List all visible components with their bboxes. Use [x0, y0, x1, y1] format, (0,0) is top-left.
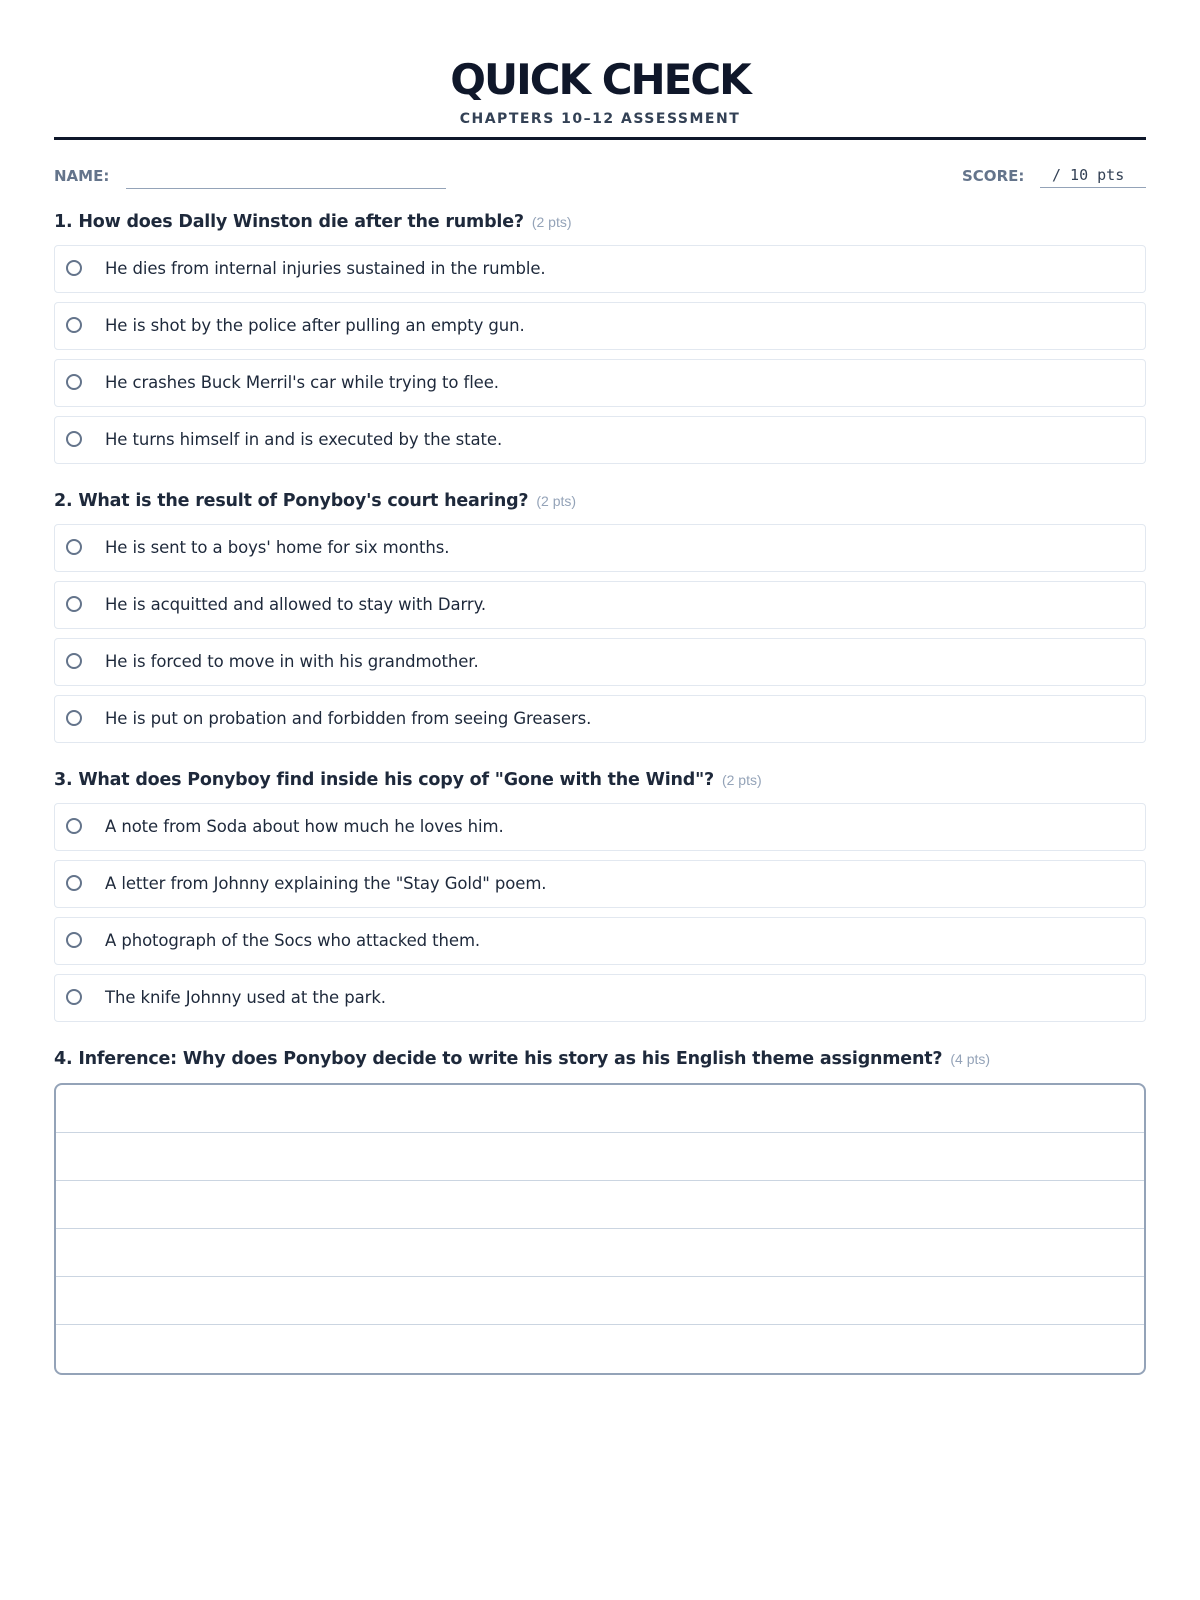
option-text: He dies from internal injuries sustained in the rumble. [105, 259, 546, 278]
option-text: He turns himself in and is executed by the state. [105, 430, 503, 449]
radio-button[interactable] [66, 653, 82, 669]
answer-option[interactable] [54, 974, 1146, 1022]
option-text: A note from Soda about how much he loves him. [105, 817, 504, 836]
question-prompt: 2. What is the result of Ponyboy's court hearing? [54, 491, 529, 511]
question-heading [54, 490, 1146, 512]
question-points: (2 pts) [721, 772, 762, 788]
option-text: The knife Johnny used at the park. [105, 988, 386, 1007]
quiz-page [54, 0, 1146, 1375]
question-heading [54, 211, 1146, 233]
option-text: He is put on probation and forbidden from seeing Greasers. [105, 709, 592, 728]
question-4 [54, 1048, 1146, 1375]
option-text: He is forced to move in with his grandmother. [105, 652, 479, 671]
question-prompt: 3. What does Ponyboy find inside his copy of "Gone with the Wind"? [54, 770, 714, 790]
question-prompt: 1. How does Dally Winston die after the rumble? [54, 212, 524, 232]
answer-line [56, 1276, 1144, 1277]
answer-option[interactable] [54, 245, 1146, 293]
score-field[interactable]: / 10 pts [1040, 162, 1146, 188]
radio-button[interactable] [66, 710, 82, 726]
option-text: He crashes Buck Merril's car while trying to flee. [105, 373, 499, 392]
score-label: SCORE: [962, 167, 1025, 185]
radio-button[interactable] [66, 260, 82, 276]
answer-options [54, 245, 1146, 464]
page-subtitle: CHAPTERS 10–12 ASSESSMENT [459, 111, 741, 127]
answer-option[interactable] [54, 302, 1146, 350]
option-text: A letter from Johnny explaining the "Stay Gold" poem. [105, 874, 547, 893]
question-heading [54, 769, 1146, 791]
question-3 [54, 769, 1146, 1022]
answer-option[interactable] [54, 524, 1146, 572]
radio-button[interactable] [66, 875, 82, 891]
radio-button[interactable] [66, 539, 82, 555]
answer-line [56, 1228, 1144, 1229]
name-label: NAME: [54, 167, 110, 185]
page-title: QUICK CHECK [450, 55, 750, 104]
student-info-row [54, 140, 1146, 190]
option-text: He is shot by the police after pulling an empty gun. [105, 316, 525, 335]
question-points: (2 pts) [531, 214, 572, 230]
answer-option[interactable] [54, 581, 1146, 629]
name-field[interactable] [126, 188, 446, 189]
answer-option[interactable] [54, 695, 1146, 743]
radio-button[interactable] [66, 431, 82, 447]
answer-option[interactable] [54, 917, 1146, 965]
answer-line [56, 1324, 1144, 1325]
radio-button[interactable] [66, 818, 82, 834]
answer-option[interactable] [54, 860, 1146, 908]
question-points: (2 pts) [536, 493, 577, 509]
question-1 [54, 211, 1146, 464]
radio-button[interactable] [66, 989, 82, 1005]
written-answer-area[interactable] [54, 1083, 1146, 1375]
answer-option[interactable] [54, 803, 1146, 851]
answer-options [54, 803, 1146, 1022]
question-points: (4 pts) [950, 1051, 991, 1067]
radio-button[interactable] [66, 932, 82, 948]
question-prompt: 4. Inference: Why does Ponyboy decide to write his story as his English theme assignment? [54, 1049, 943, 1069]
radio-button[interactable] [66, 374, 82, 390]
radio-button[interactable] [66, 596, 82, 612]
option-text: He is acquitted and allowed to stay with Darry. [105, 595, 487, 614]
answer-line [56, 1180, 1144, 1181]
radio-button[interactable] [66, 317, 82, 333]
answer-option[interactable] [54, 638, 1146, 686]
answer-line [56, 1132, 1144, 1133]
question-2 [54, 490, 1146, 743]
question-heading [54, 1048, 1146, 1070]
option-text: He is sent to a boys' home for six months. [105, 538, 450, 557]
answer-option[interactable] [54, 416, 1146, 464]
option-text: A photograph of the Socs who attacked them. [105, 931, 481, 950]
answer-option[interactable] [54, 359, 1146, 407]
answer-options [54, 524, 1146, 743]
